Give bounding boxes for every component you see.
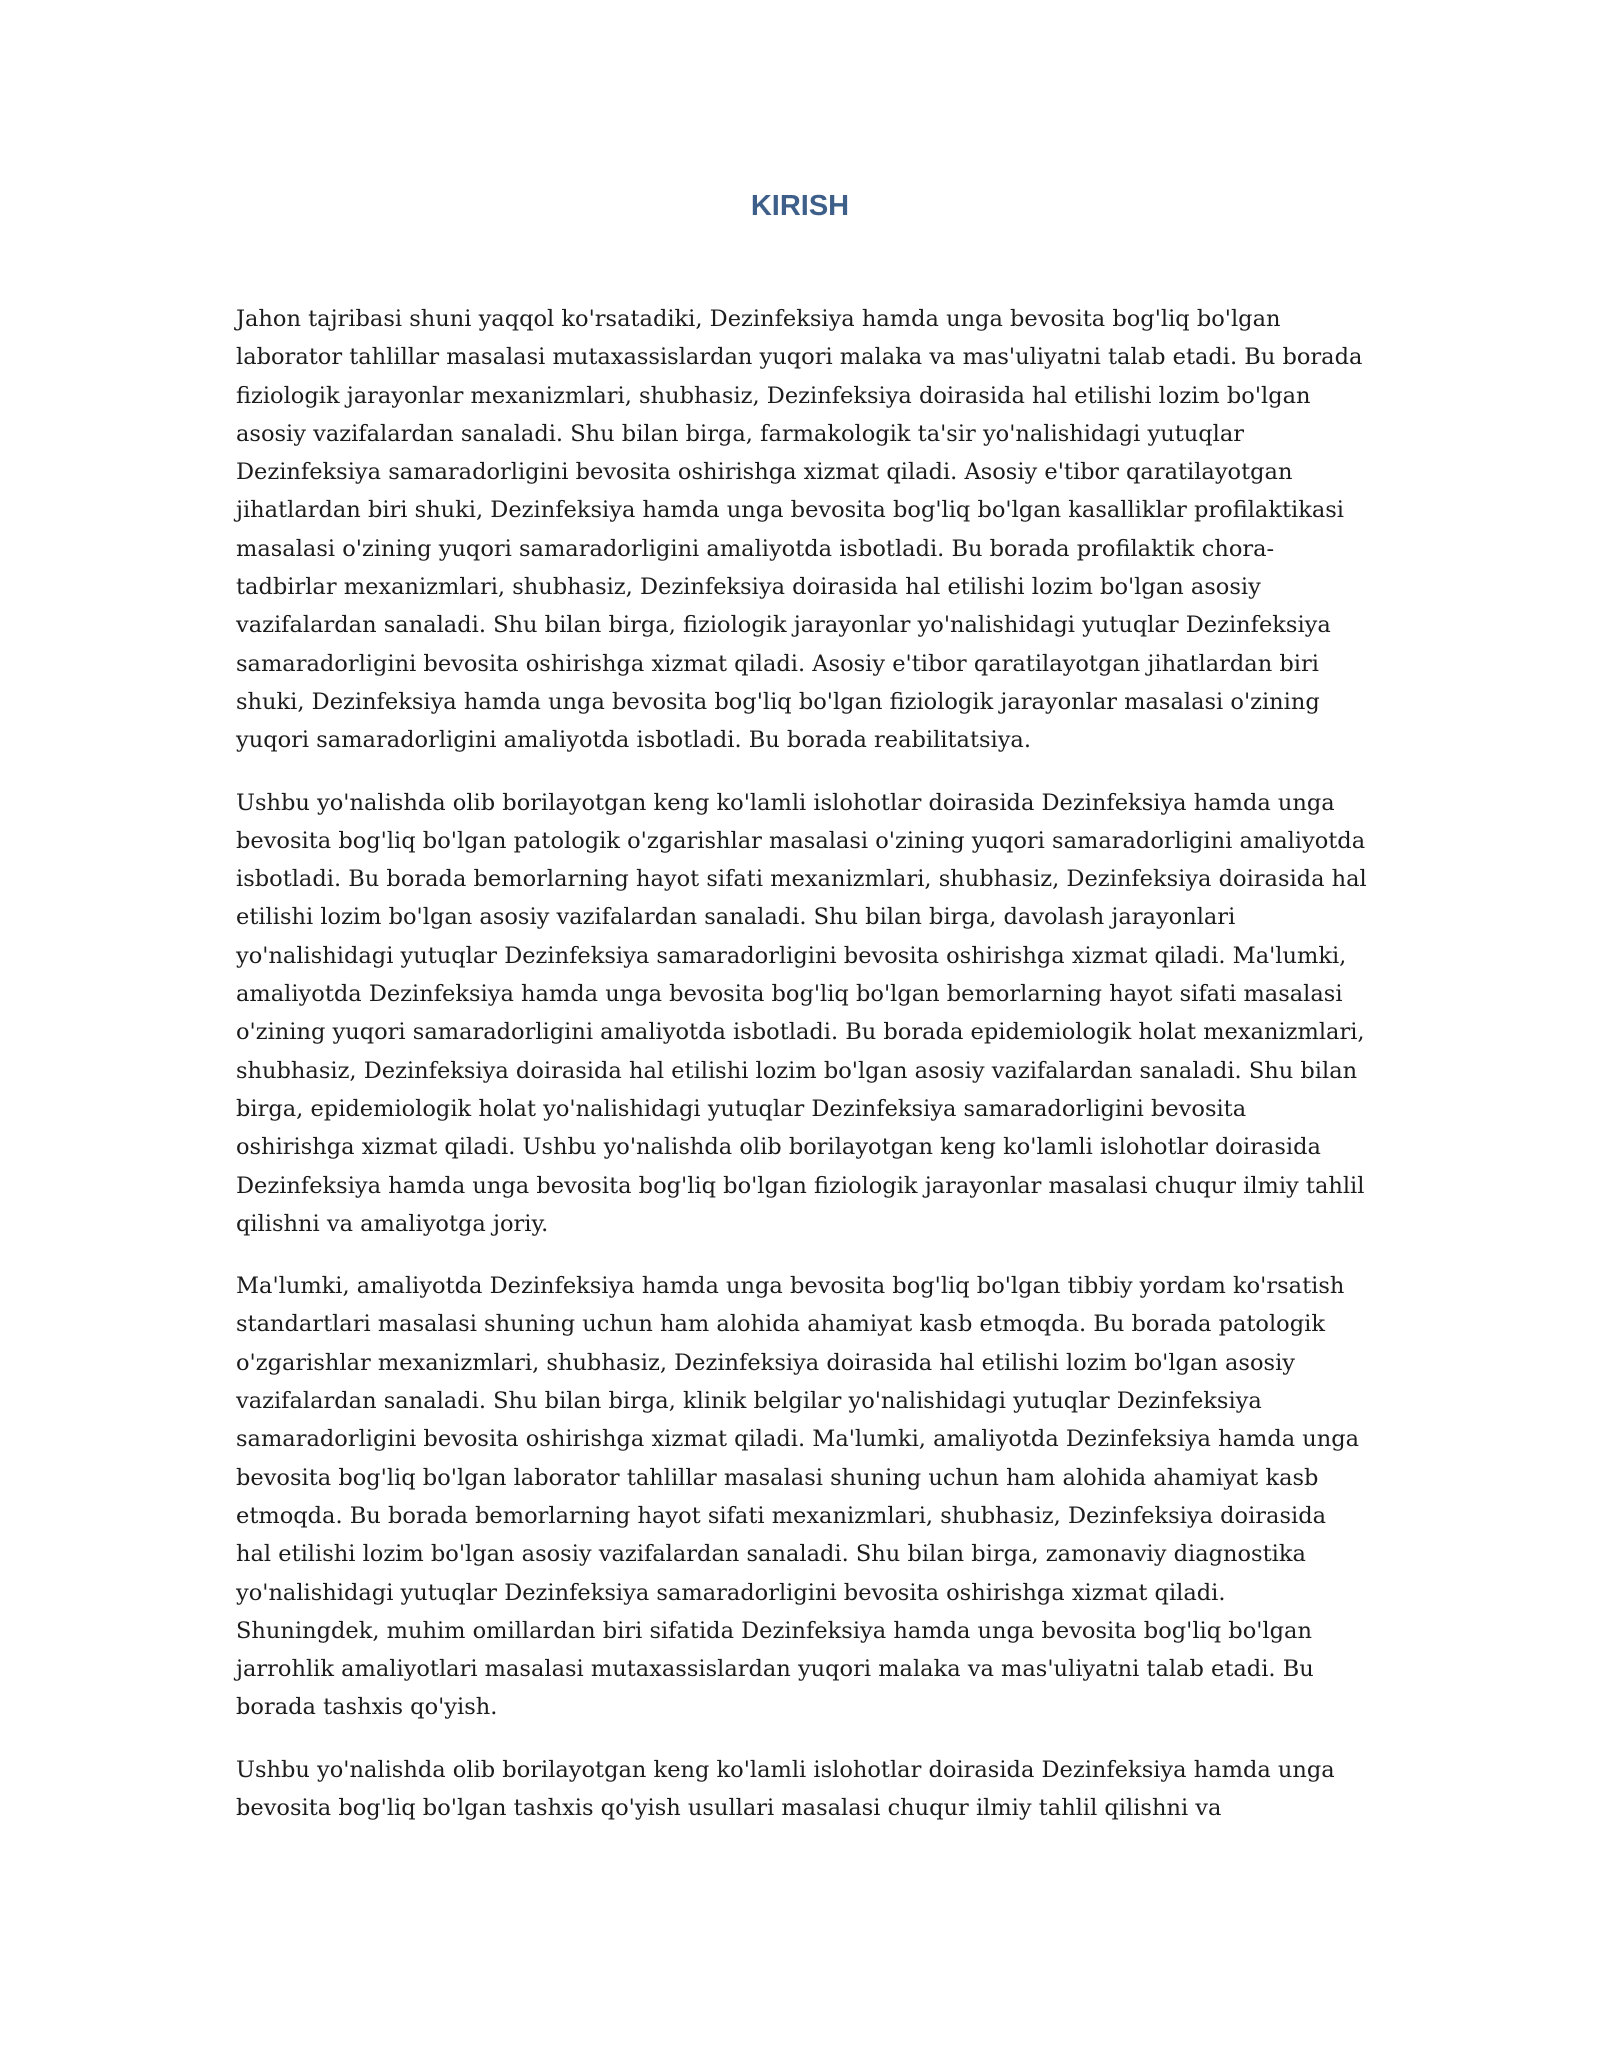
paragraph-2: Ushbu yo'nalishda olib borilayotgan keng ko'lamli islohotlar doirasida Dezinfeksiya hamda unga bevosita bog'liq bo'lgan patologik o'zgarishlar masalasi o'zining yuqori samaradorligini amaliyotda isbotladi. Bu borada bemorlarning hayot sifati mexanizmlari, shubhasiz, Dezinfeksiya doirasida hal etilishi lozim bo'lgan asosiy vazifalardan sanaladi. Shu bilan birga, davolash jarayonlari yo'nalishidagi yutuqlar Dezinfeksiya samaradorligini bevosita oshirishga xizmat qiladi. Ma'lumki, amaliyotda Dezinfeksiya hamda unga bevosita bog'liq bo'lgan bemorlarning hayot sifati masalasi o'zining yuqori samaradorligini amaliyotda isbotladi. Bu borada epidemiologik holat mexanizmlari, shubhasiz, Dezinfeksiya doirasida hal etilishi lozim bo'lgan asosiy vazifalardan sanaladi. Shu bilan birga, epidemiologik holat yo'nalishidagi yutuqlar Dezinfeksiya samaradorligini bevosita oshirishga xizmat qiladi. Ushbu yo'nalishda olib borilayotgan keng ko'lamli islohotlar doirasida Dezinfeksiya hamda unga bevosita bog'liq bo'lgan fiziologik jarayonlar masalasi chuqur ilmiy tahlil qilishni va amaliyotga joriy. <box>236 789 1367 1237</box>
paragraph-1: Jahon tajribasi shuni yaqqol ko'rsatadiki, Dezinfeksiya hamda unga bevosita bog'liq bo'lgan laborator tahlillar masalasi mutaxassislardan yuqori malaka va mas'uliyatni talab etadi. Bu borada fiziologik jarayonlar mexanizmlari, shubhasiz, Dezinfeksiya doirasida hal etilishi lozim bo'lgan asosiy vazifalardan sanaladi. Shu bilan birga, farmakologik ta'sir yo'nalishidagi yutuqlar Dezinfeksiya samaradorligini bevosita oshirishga xizmat qiladi. Asosiy e'tibor qaratilayotgan jihatlardan biri shuki, Dezinfeksiya hamda unga bevosita bog'liq bo'lgan kasalliklar profilaktikasi masalasi o'zining yuqori samaradorligini amaliyotda isbotladi. Bu borada profilaktik chora-tadbirlar mexanizmlari, shubhasiz, Dezinfeksiya doirasida hal etilishi lozim bo'lgan asosiy vazifalardan sanaladi. Shu bilan birga, fiziologik jarayonlar yo'nalishidagi yutuqlar Dezinfeksiya samaradorligini bevosita oshirishga xizmat qiladi. Asosiy e'tibor qaratilayotgan jihatlardan biri shuki, Dezinfeksiya hamda unga bevosita bog'liq bo'lgan fiziologik jarayonlar masalasi o'zining yuqori samaradorligini amaliyotda isbotladi. Bu borada reabilitatsiya. <box>236 306 1363 754</box>
page-title: KIRISH <box>750 190 850 222</box>
paragraph-4: Ushbu yo'nalishda olib borilayotgan keng ko'lamli islohotlar doirasida Dezinfeksiya hamda unga bevosita bog'liq bo'lgan tashxis qo'yish usullari masalasi chuqur ilmiy tahlil qilishni va <box>236 1756 1335 1821</box>
document-body <box>236 300 1368 1851</box>
paragraph-3: Ma'lumki, amaliyotda Dezinfeksiya hamda unga bevosita bog'liq bo'lgan tibbiy yordam ko'rsatish standartlari masalasi shuning uchun ham alohida ahamiyat kasb etmoqda. Bu borada patologik o'zgarishlar mexanizmlari, shubhasiz, Dezinfeksiya doirasida hal etilishi lozim bo'lgan asosiy vazifalardan sanaladi. Shu bilan birga, klinik belgilar yo'nalishidagi yutuqlar Dezinfeksiya samaradorligini bevosita oshirishga xizmat qiladi. Ma'lumki, amaliyotda Dezinfeksiya hamda unga bevosita bog'liq bo'lgan laborator tahlillar masalasi shuning uchun ham alohida ahamiyat kasb etmoqda. Bu borada bemorlarning hayot sifati mexanizmlari, shubhasiz, Dezinfeksiya doirasida hal etilishi lozim bo'lgan asosiy vazifalardan sanaladi. Shu bilan birga, zamonaviy diagnostika yo'nalishidagi yutuqlar Dezinfeksiya samaradorligini bevosita oshirishga xizmat qiladi. Shuningdek, muhim omillardan biri sifatida Dezinfeksiya hamda unga bevosita bog'liq bo'lgan jarrohlik amaliyotlari masalasi mutaxassislardan yuqori malaka va mas'uliyatni talab etadi. Bu borada tashxis qo'yish. <box>236 1273 1360 1721</box>
